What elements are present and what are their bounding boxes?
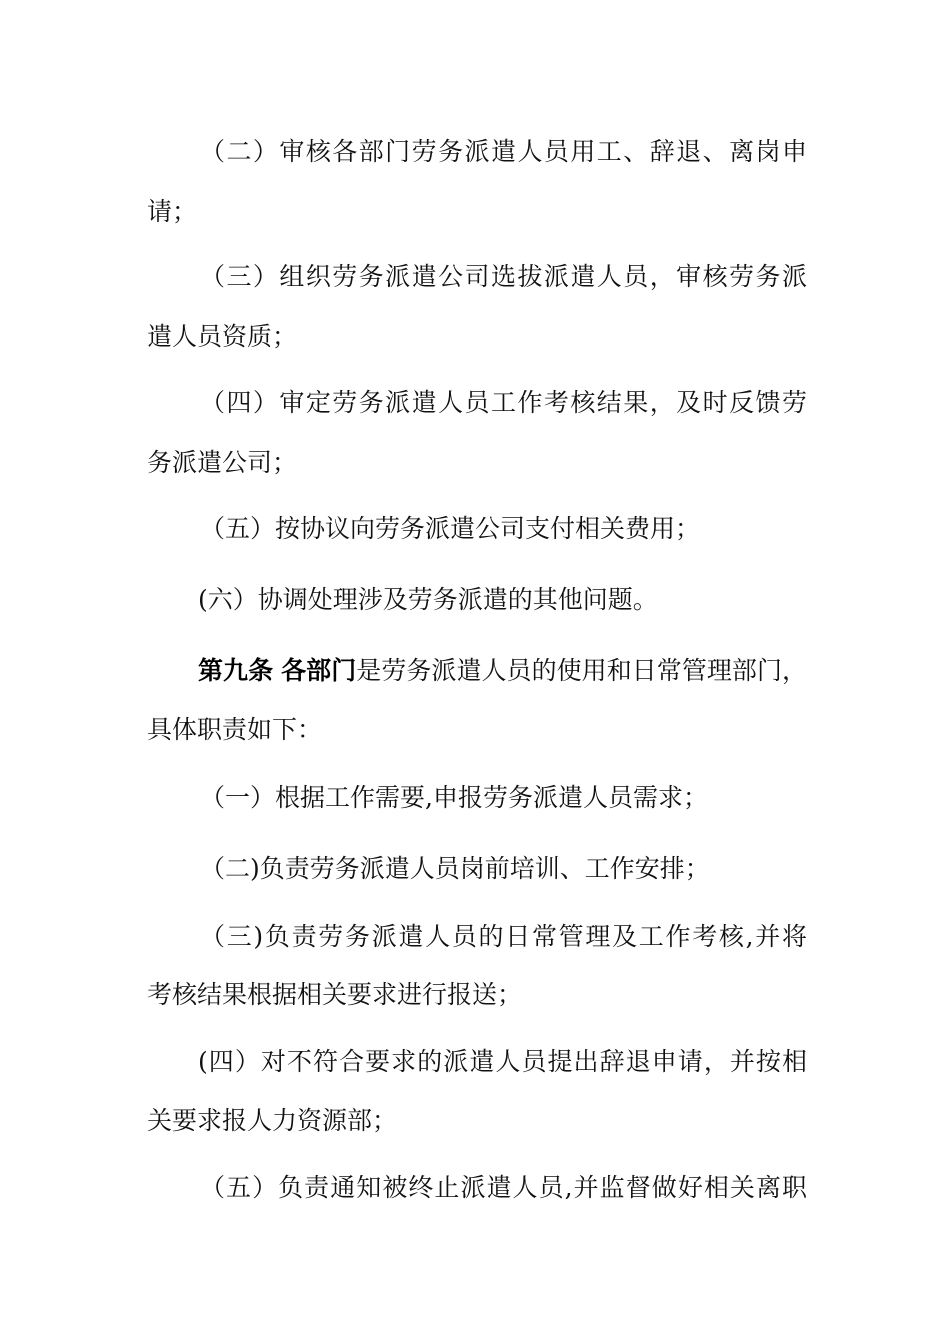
article-nine-title: 第九条 (198, 656, 274, 685)
article-nine-subject: 各部门 (281, 656, 357, 685)
text-line: 具体职责如下： (147, 715, 323, 744)
text-line: （五）按协议向劳务派遣公司支付相关费用； (200, 514, 701, 543)
text-line: （三)负责劳务派遣人员的日常管理及工作考核,并将 (200, 922, 807, 951)
text-line: 考核结果根据相关要求进行报送； (147, 980, 523, 1009)
text-line: (六）协调处理涉及劳务派遣的其他问题。 (198, 585, 658, 614)
text-line: 请； (147, 197, 198, 226)
text-line: 遣人员资质； (147, 322, 298, 351)
text-line: （二)负责劳务派遣人员岗前培训、工作安排； (200, 854, 710, 883)
text-line: （一）根据工作需要,申报劳务派遣人员需求； (200, 783, 708, 812)
text-line: (四）对不符合要求的派遣人员提出辞退申请，并按相 (198, 1047, 807, 1076)
article-nine-line (198, 655, 807, 687)
text-line: 务派遣公司； (147, 448, 298, 477)
text-line: 是劳务派遣人员的使用和日常管理部门， (356, 656, 807, 685)
text-line: （三）组织劳务派遣公司选拔派遣人员，审核劳务派 (200, 262, 807, 291)
text-line: （四）审定劳务派遣人员工作考核结果，及时反馈劳 (200, 388, 807, 417)
text-line: （五）负责通知被终止派遣人员,并监督做好相关离职 (200, 1173, 807, 1202)
text-line: （二）审核各部门劳务派遣人员用工、辞退、离岗申 (200, 137, 807, 166)
text-line: 关要求报人力资源部； (147, 1106, 398, 1135)
